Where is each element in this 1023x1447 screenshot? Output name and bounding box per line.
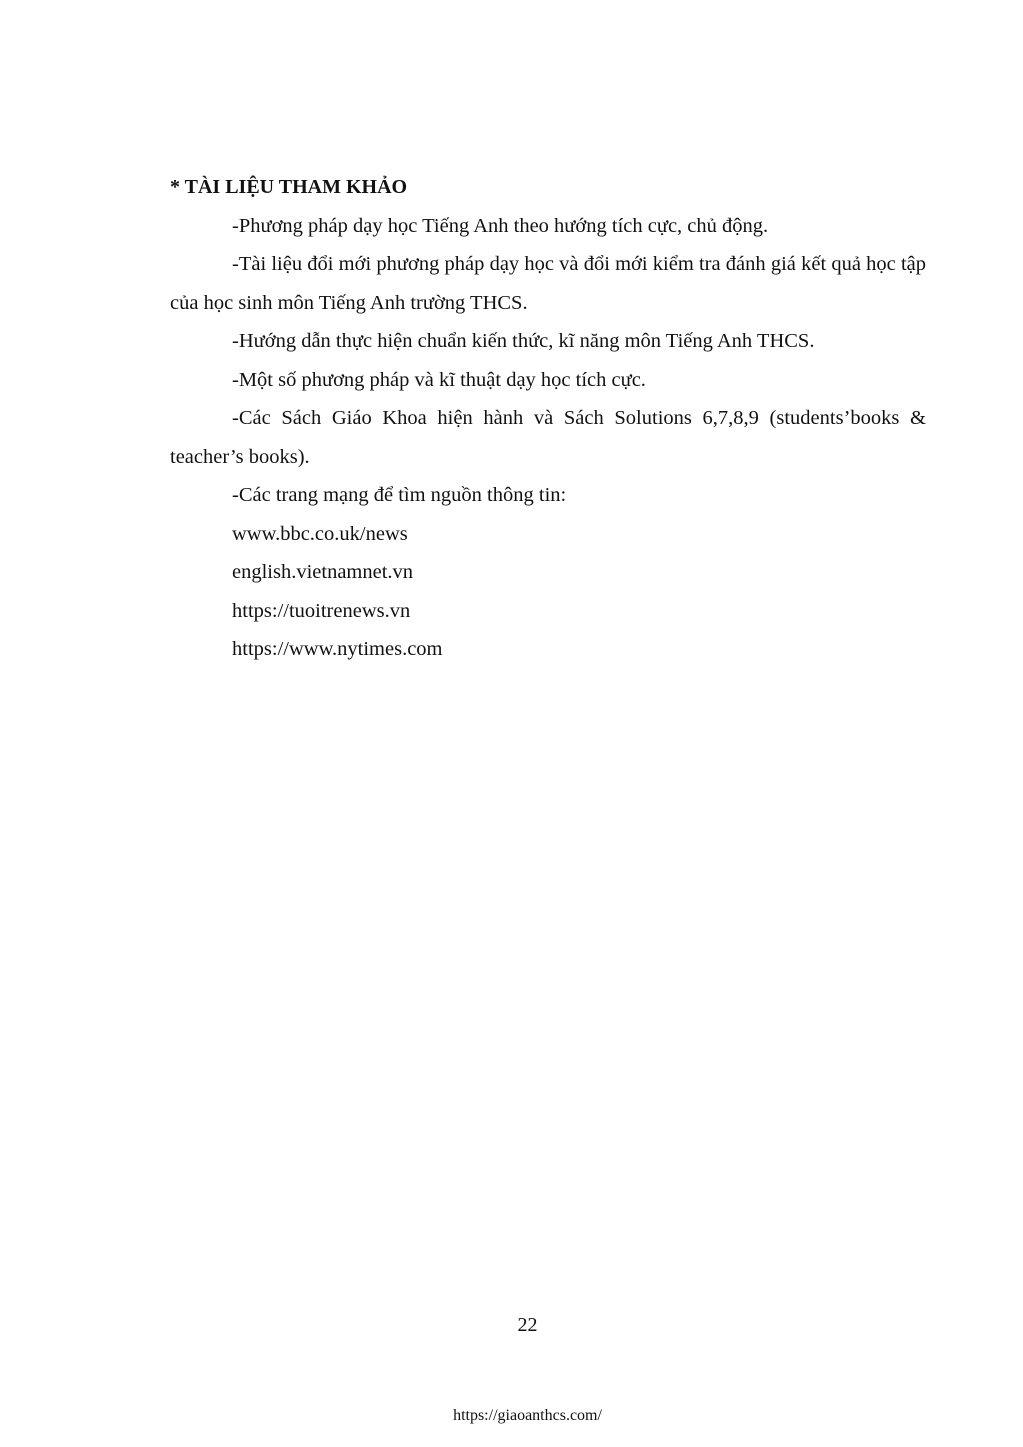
website-link[interactable]: https://www.nytimes.com <box>232 638 443 660</box>
section-heading: * TÀI LIỆU THAM KHẢO <box>170 176 408 198</box>
reference-item: -Tài liệu đổi mới phương pháp dạy học và đổi mới kiểm tra đánh giá kết quả học tập của học sinh môn Tiếng Anh trường THCS. <box>170 253 926 314</box>
reference-item: -Hướng dẫn thực hiện chuẩn kiến thức, kĩ năng môn Tiếng Anh THCS. <box>232 330 815 352</box>
reference-item: -Các Sách Giáo Khoa hiện hành và Sách Solutions 6,7,8,9 (students’books & teacher’s books). <box>170 407 926 468</box>
website-link[interactable]: english.vietnamnet.vn <box>232 561 414 583</box>
references-section <box>170 168 926 669</box>
website-link[interactable]: www.bbc.co.uk/news <box>232 522 408 545</box>
reference-item: -Một số phương pháp và kĩ thuật dạy học tích cực. <box>232 368 646 391</box>
footer-link[interactable]: https://giaoanthcs.com/ <box>453 1407 602 1424</box>
page-number: 22 <box>517 1314 538 1336</box>
reference-item: -Các trang mạng để tìm nguồn thông tin: <box>232 484 567 506</box>
reference-item: -Phương pháp dạy học Tiếng Anh theo hướng tích cực, chủ động. <box>232 214 769 237</box>
website-link[interactable]: https://tuoitrenews.vn <box>232 599 411 622</box>
